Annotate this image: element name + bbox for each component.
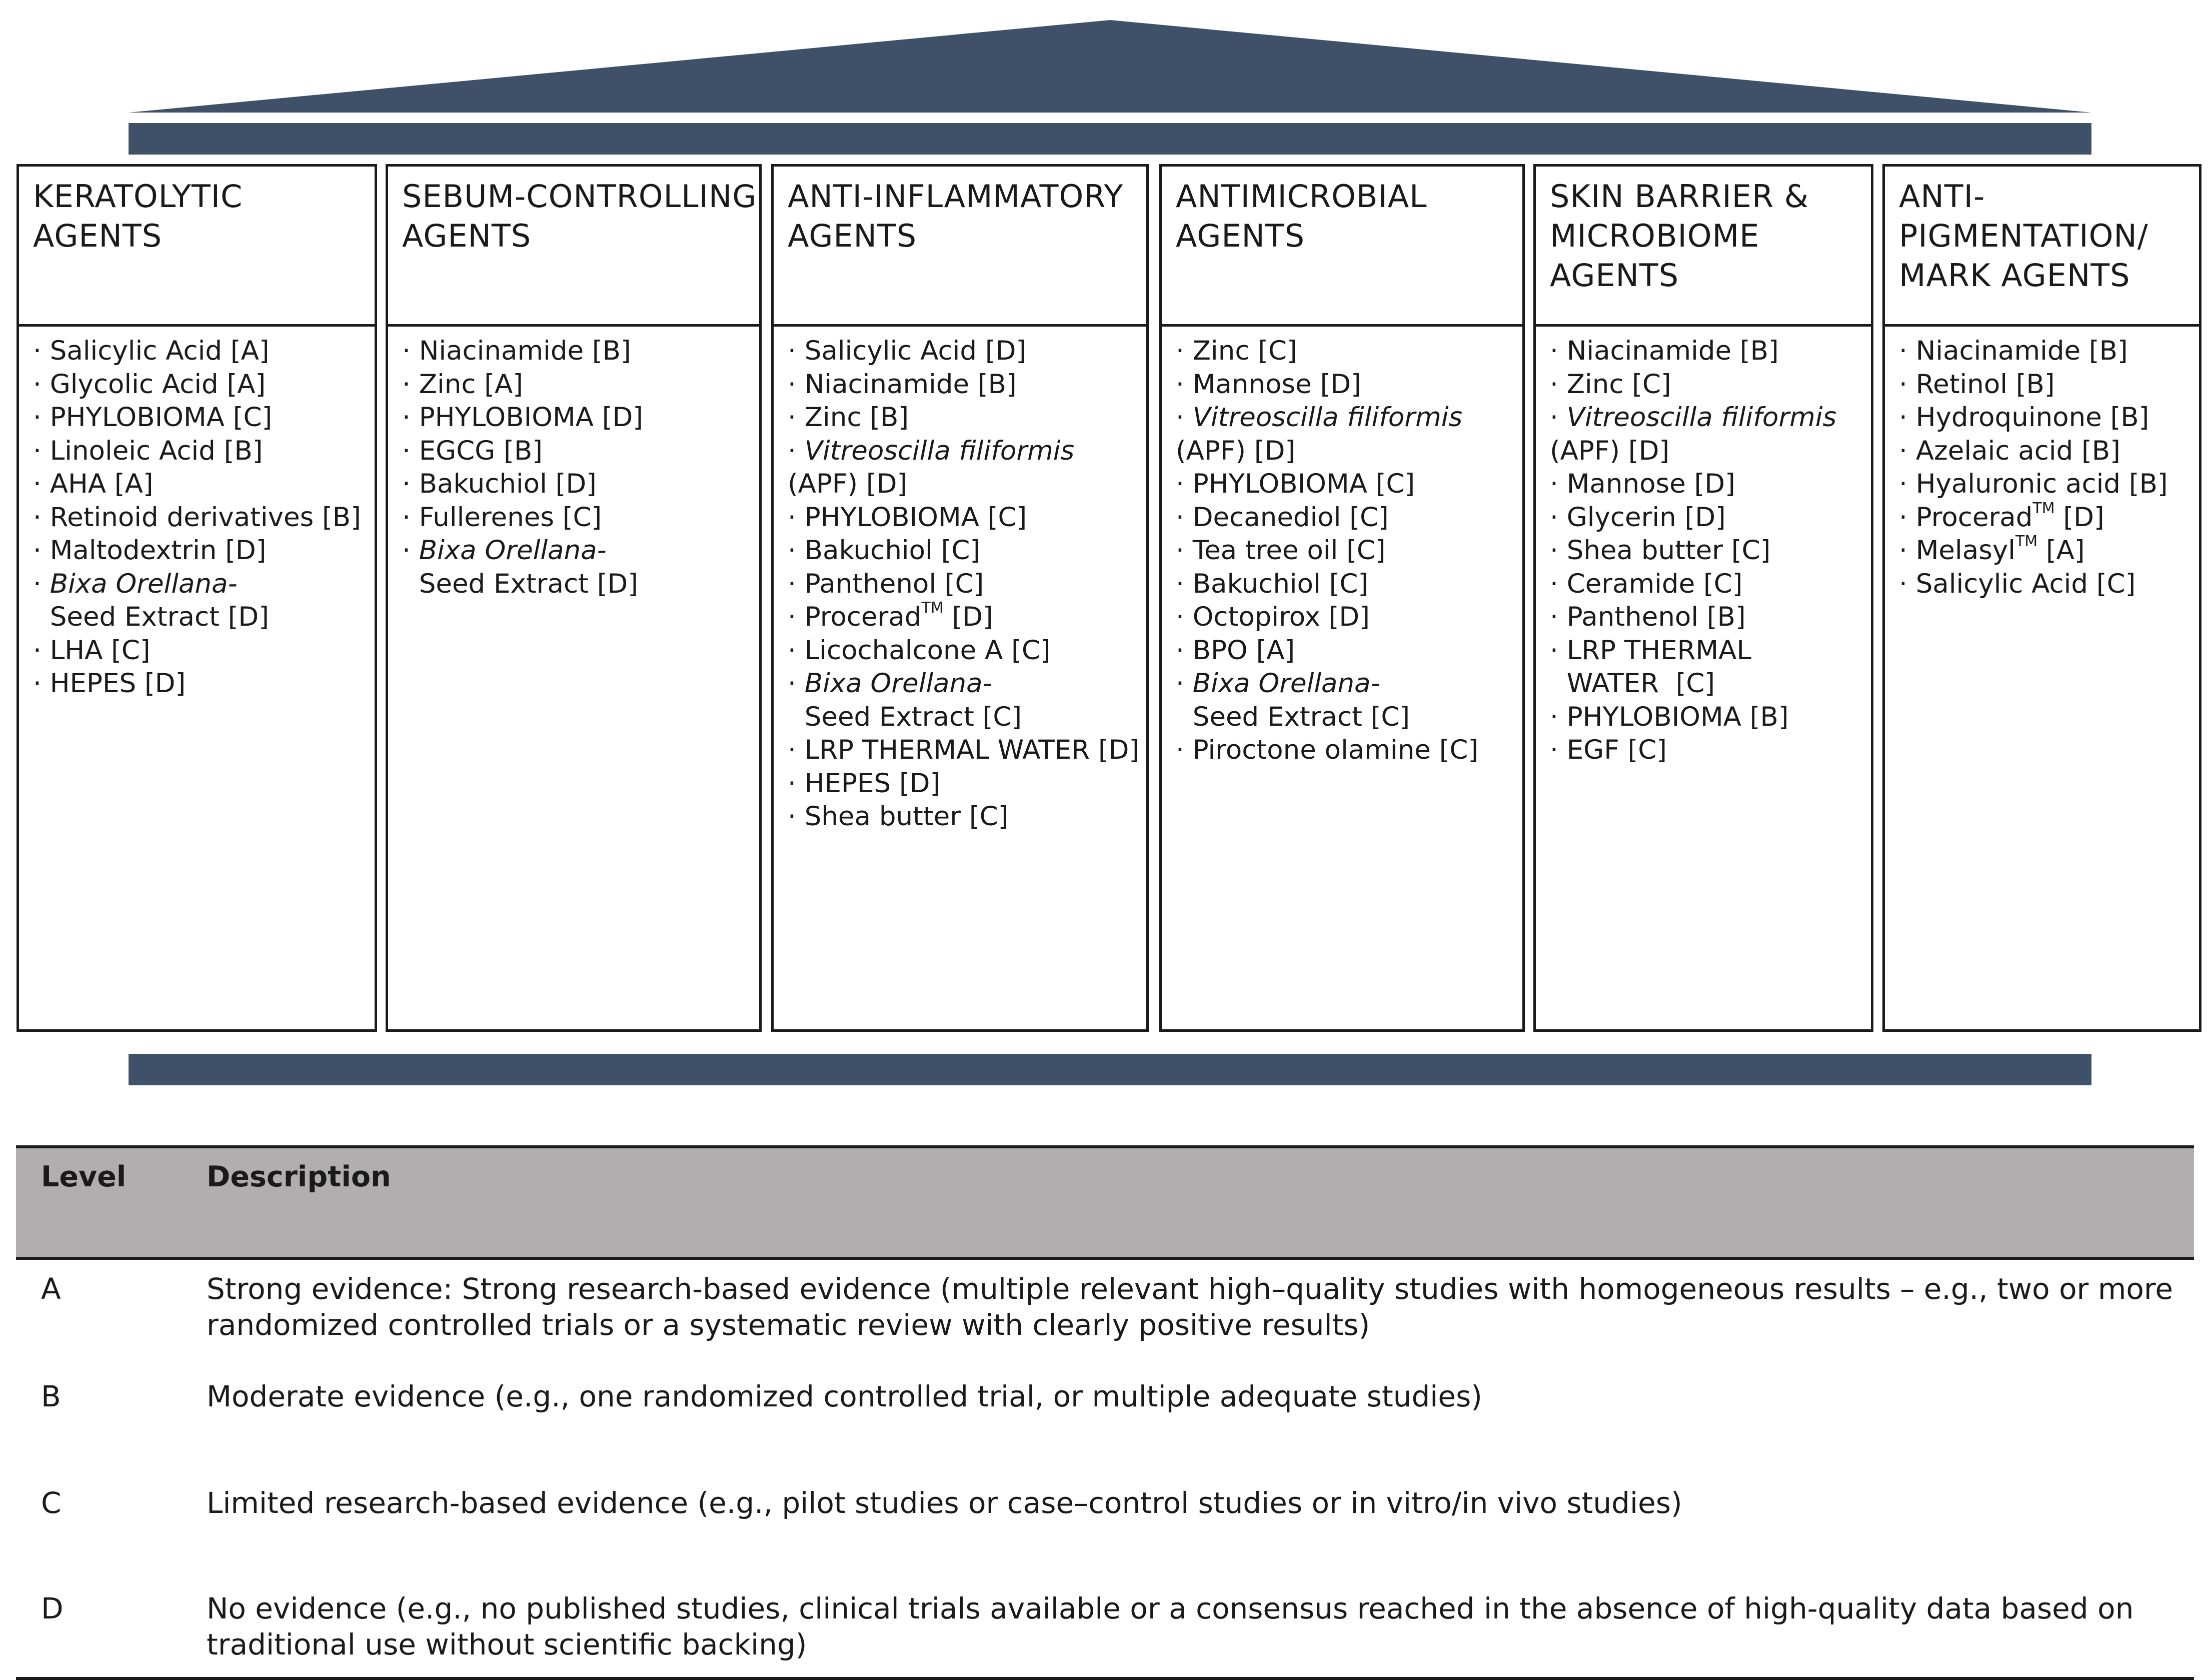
agent-item: [788, 401, 1132, 435]
agent-item: [33, 568, 361, 601]
description-cell: Strong evidence: Strong research-based evidence (multiple relevant high–quality studies with homogeneous results – e.g., two or more randomized controlled trials or a systematic review with clearly positive results): [207, 1272, 2173, 1342]
agent-item: [402, 368, 745, 402]
pillar-title-line: AGENTS: [1176, 218, 1305, 254]
agent-name: · Niacinamide [B]: [788, 369, 1017, 400]
agent-name: · LRP THERMAL: [1550, 635, 1751, 666]
pillar-agent-list: [388, 327, 759, 609]
agent-item: [1550, 634, 1857, 668]
pillar-title-line: AGENTS: [33, 218, 163, 254]
pillar-title-line: PIGMENTATION/: [1899, 218, 2148, 254]
pillar-title-line: SEBUM-CONTROLLING: [402, 178, 757, 215]
agent-item: [1550, 667, 1857, 701]
pillar-title: [388, 167, 759, 327]
level-column-header: Level: [16, 1147, 206, 1258]
agent-name: · Melasyl: [1899, 535, 2015, 566]
pillar-keratolytic: [17, 164, 377, 1032]
agent-evidence-level: [A]: [2037, 535, 2085, 566]
agent-item: [1176, 667, 1508, 701]
agent-name: · Retinol [B]: [1899, 369, 2055, 400]
agent-name: · Niacinamide [B]: [402, 336, 631, 366]
agent-item: [1176, 634, 1508, 668]
agent-name: (APF) [D]: [788, 469, 908, 499]
agent-name: · Maltodextrin [D]: [33, 535, 267, 566]
pillar-agent-list: [774, 327, 1146, 842]
pillar-title-line: AGENTS: [402, 218, 532, 254]
pillar-title: [1162, 167, 1522, 327]
agent-item: [788, 767, 1132, 801]
pillar-agent-list: [1536, 327, 1871, 775]
agent-name: · Zinc [B]: [788, 402, 909, 433]
agent-name: (APF) [D]: [1176, 435, 1296, 466]
agent-item: [1550, 734, 1857, 767]
pillar-agent-list: [1885, 327, 2199, 609]
agent-name: · Hyaluronic acid [B]: [1899, 469, 2168, 499]
agent-bullet: ·: [33, 568, 50, 599]
agent-name: · Procerad: [788, 602, 922, 632]
agent-item: [1899, 435, 2185, 468]
agent-item: [1176, 401, 1508, 435]
agent-item: [1899, 568, 2185, 601]
agent-item: [1176, 534, 1508, 568]
top-beam: [129, 123, 2091, 155]
agent-name: · Panthenol [C]: [788, 568, 984, 599]
agent-name: · Decanediol [C]: [1176, 502, 1389, 533]
agent-item: [33, 335, 361, 368]
agent-item: [1550, 701, 1857, 734]
agent-name: · Retinoid derivatives [B]: [33, 502, 361, 533]
agent-item: [1550, 401, 1857, 435]
agent-item: [402, 468, 745, 501]
agent-evidence-level: [D]: [2054, 502, 2104, 533]
agent-name: · Salicylic Acid [A]: [33, 336, 270, 366]
agent-item: [1899, 368, 2185, 402]
pillar-sebum-controlling: [386, 164, 762, 1032]
pillar-title-line: ANTI-INFLAMMATORY: [788, 178, 1124, 215]
table-row: [16, 1474, 2194, 1579]
agent-item: [402, 534, 745, 568]
agent-name: · PHYLOBIOMA [C]: [1176, 469, 1415, 499]
agent-item: [1176, 435, 1508, 468]
agent-item: [1899, 335, 2185, 368]
agent-name-italic: Vitreoscilla filiformis: [804, 435, 1075, 466]
agent-name: · Fullerenes [C]: [402, 502, 602, 533]
agent-item: [33, 401, 361, 435]
agent-item: [1176, 601, 1508, 634]
agent-item: [1176, 701, 1508, 734]
agent-name: Seed Extract [D]: [33, 602, 269, 632]
agent-item: [1176, 335, 1508, 368]
agent-bullet: ·: [402, 535, 419, 566]
agent-item: [1550, 335, 1857, 368]
pillar-title-line: ANTIMICROBIAL: [1176, 178, 1427, 215]
agent-item: [1176, 568, 1508, 601]
agent-item: [788, 568, 1132, 601]
pillar-title-line: AGENTS: [1550, 257, 1679, 294]
pillar-title-line: MICROBIOME: [1550, 218, 1760, 254]
pillar-title-line: MARK AGENTS: [1899, 257, 2130, 294]
table-row: [16, 1579, 2194, 1678]
description-column-header: Description: [206, 1147, 2194, 1258]
pillar-anti-pigmentation: [1882, 164, 2201, 1032]
level-cell: B: [41, 1379, 61, 1413]
trademark-mark: TM: [2015, 533, 2038, 550]
agent-item: [788, 601, 1132, 634]
agent-bullet: ·: [1550, 402, 1567, 433]
agent-name: · Tea tree oil [C]: [1176, 535, 1386, 566]
agent-item: [33, 667, 361, 701]
agent-name: · Niacinamide [B]: [1550, 336, 1779, 366]
agent-item: [788, 800, 1132, 834]
agent-item: [402, 568, 745, 601]
agent-item: [1550, 601, 1857, 634]
agent-name: · PHYLOBIOMA [D]: [402, 402, 643, 433]
pillar-title: [1885, 167, 2199, 327]
agent-name: Seed Extract [C]: [1176, 701, 1410, 732]
agent-name: · Octopirox [D]: [1176, 602, 1370, 632]
agent-name: · Procerad: [1899, 502, 2033, 533]
agent-name: · Shea butter [C]: [788, 801, 1009, 832]
roof-triangle: [129, 20, 2091, 113]
agent-item: [1899, 401, 2185, 435]
agent-item: [1899, 501, 2185, 535]
agent-name: · LHA [C]: [33, 635, 151, 666]
pillar-title-line: ANTI-: [1899, 178, 1985, 215]
agent-item: [788, 435, 1132, 468]
agent-bullet: ·: [1176, 402, 1193, 433]
pillar-title: [774, 167, 1146, 327]
agent-name-italic: Bixa Orellana-: [1192, 668, 1380, 699]
agent-name: · HEPES [D]: [788, 768, 941, 799]
agent-name: · Panthenol [B]: [1550, 602, 1746, 632]
agent-name: · Shea butter [C]: [1550, 535, 1771, 566]
agent-item: [1550, 468, 1857, 501]
agent-name: · Piroctone olamine [C]: [1176, 735, 1479, 765]
pillar-title-line: SKIN BARRIER &: [1550, 178, 1809, 215]
pillar-agent-list: [1162, 327, 1522, 775]
agent-name: · AHA [A]: [33, 469, 154, 499]
trademark-mark: TM: [2032, 499, 2055, 517]
agent-name: · Niacinamide [B]: [1899, 336, 2128, 366]
agent-item: [402, 401, 745, 435]
agent-item: [33, 534, 361, 568]
table-header-row: [16, 1147, 2194, 1258]
agent-item: [402, 435, 745, 468]
evidence-level-table: [16, 1145, 2194, 1680]
agent-name: · Bakuchiol [C]: [1176, 568, 1369, 599]
agent-name: WATER [C]: [1550, 668, 1715, 699]
pillar-antimicrobial: [1159, 164, 1525, 1032]
agent-item: [788, 468, 1132, 501]
agent-bullet: ·: [1176, 668, 1193, 699]
agent-item: [1550, 368, 1857, 402]
agent-item: [788, 734, 1140, 767]
description-cell: Limited research-based evidence (e.g., pilot studies or case–control studies or in vitro/in vivo studies): [207, 1486, 1682, 1520]
agent-name: · Linoleic Acid [B]: [33, 435, 263, 466]
roof-pediment: [0, 0, 2210, 120]
agent-name: · Zinc [C]: [1550, 369, 1671, 400]
agent-item: [788, 667, 1132, 701]
agent-item: [788, 701, 1132, 734]
pillar-skin-barrier-microbiome: [1533, 164, 1873, 1032]
agent-item: [1176, 368, 1508, 402]
agent-name: · EGCG [B]: [402, 435, 543, 466]
pillar-anti-inflammatory: [771, 164, 1149, 1032]
agent-item: [33, 601, 361, 634]
agent-name: · LRP THERMAL WATER [D]: [788, 735, 1140, 765]
level-cell: C: [41, 1486, 62, 1520]
agent-name-italic: Vitreoscilla filiformis: [1192, 402, 1463, 433]
agent-name: · Glycerin [D]: [1550, 502, 1726, 533]
agent-item: [33, 468, 361, 501]
agent-name: · Licochalcone A [C]: [788, 635, 1051, 666]
agent-item: [1550, 534, 1857, 568]
pillar-title-line: AGENTS: [788, 218, 917, 254]
agent-bullet: ·: [788, 435, 805, 466]
table-row: [16, 1367, 2194, 1474]
agent-item: [402, 501, 745, 535]
agent-name: · PHYLOBIOMA [C]: [788, 502, 1027, 533]
agent-name: Seed Extract [D]: [402, 568, 638, 599]
agent-item: [1550, 568, 1857, 601]
agent-name-italic: Vitreoscilla filiformis: [1566, 402, 1837, 433]
agent-item: [1899, 468, 2185, 501]
level-cell: D: [16, 1579, 206, 1678]
agent-name-italic: Bixa Orellana-: [419, 535, 607, 566]
agent-item: [788, 501, 1132, 535]
pillar-agent-list: [19, 327, 375, 709]
agent-item: [1899, 534, 2185, 568]
agent-item: [1176, 734, 1508, 767]
agent-name: · PHYLOBIOMA [B]: [1550, 701, 1789, 732]
agent-item: [1176, 468, 1508, 501]
agent-item: [33, 634, 361, 668]
description-cell: No evidence (e.g., no published studies, clinical trials available or a consensus reached in the absence of high-quality data based on traditional use without scientific backing): [206, 1579, 2194, 1678]
agent-item: [1176, 501, 1508, 535]
agent-name: · HEPES [D]: [33, 668, 186, 699]
pillar-title-line: KERATOLYTIC: [33, 178, 243, 215]
agent-name: · Mannose [D]: [1176, 369, 1361, 400]
agent-item: [1550, 435, 1857, 468]
pillar-title: [19, 167, 375, 327]
agent-name: · Glycolic Acid [A]: [33, 369, 266, 400]
agent-name: Seed Extract [C]: [788, 701, 1022, 732]
trademark-mark: TM: [921, 599, 944, 617]
agent-name-italic: Bixa Orellana-: [50, 568, 238, 599]
agent-name: · EGF [C]: [1550, 735, 1667, 765]
agent-name: · Salicylic Acid [D]: [788, 336, 1027, 366]
agent-name: · Salicylic Acid [C]: [1899, 568, 2136, 599]
agent-name: · BPO [A]: [1176, 635, 1295, 666]
pillar-title: [1536, 167, 1871, 327]
agent-item: [33, 435, 361, 468]
agent-name: · Bakuchiol [C]: [788, 535, 981, 566]
level-cell: A: [41, 1272, 61, 1306]
bottom-beam: [129, 1054, 2091, 1085]
agent-item: [33, 368, 361, 402]
agent-item: [788, 368, 1132, 402]
description-cell: Moderate evidence (e.g., one randomized controlled trial, or multiple adequate studies): [207, 1379, 1482, 1413]
agent-name: · Ceramide [C]: [1550, 568, 1743, 599]
agent-evidence-level: [D]: [943, 602, 993, 632]
agent-item: [788, 634, 1132, 668]
agent-name: · Zinc [C]: [1176, 336, 1297, 366]
table-row: [16, 1258, 2194, 1367]
agent-name: · Zinc [A]: [402, 369, 523, 400]
agent-item: [402, 335, 745, 368]
agent-name: · Azelaic acid [B]: [1899, 435, 2120, 466]
agent-name-italic: Bixa Orellana-: [804, 668, 992, 699]
agent-item: [788, 335, 1132, 368]
agent-name: (APF) [D]: [1550, 435, 1670, 466]
agent-item: [788, 534, 1132, 568]
agent-name: · Mannose [D]: [1550, 469, 1735, 499]
agent-name: · Bakuchiol [D]: [402, 469, 597, 499]
agent-item: [1550, 501, 1857, 535]
agent-item: [33, 501, 361, 535]
agent-name: · PHYLOBIOMA [C]: [33, 402, 273, 433]
agent-bullet: ·: [788, 668, 805, 699]
agent-name: · Hydroquinone [B]: [1899, 402, 2149, 433]
